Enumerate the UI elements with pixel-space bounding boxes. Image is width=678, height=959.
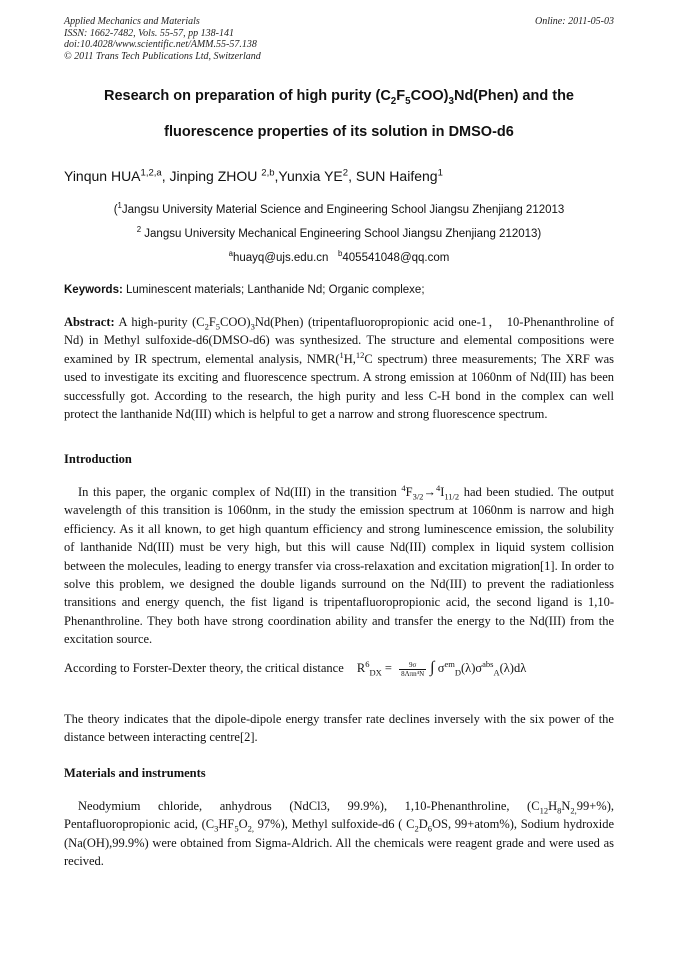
materials-heading: Materials and instruments [64, 766, 206, 780]
keywords-text: Luminescent materials; Lanthanide Nd; Organic complexe; [122, 284, 425, 296]
critical-distance-formula: $R^6_{DX}$ = $\frac{9\sigma}{\text{8Λπn⁴N}}$ ∫ $\sigma^{em}_D(\lambda)\sigma^{abs}_A(\lambda)d\lambda$ [356, 658, 527, 678]
introduction-heading: Introduction [64, 452, 132, 466]
forster-dexter-line: According to Forster-Dexter theory, the critical distance $R^6_{DX}$ = $\frac{9\sigma}{\text{8Λπn⁴N}}$ ∫ $\sigma^{em}_D(\lambda)\sigma^{abs}_A(\lambda)d\lambda$ [64, 658, 527, 678]
abstract-label: Abstract: [64, 315, 115, 329]
copyright-line: © 2011 Trans Tech Publications Ltd, Switzerland [64, 50, 261, 62]
email-b: 405541048@qq.com [342, 252, 450, 264]
keywords-label: Keywords: [64, 284, 123, 296]
issn-line: ISSN: 1662-7482, Vols. 55-57, pp 138-141 [64, 27, 234, 39]
formula-fraction: $\frac{9\sigma}{\text{8Λπn⁴N}}$ [401, 660, 425, 678]
author-list: Yinqun HUA$^{1,2,a}$, Jinping ZHOU $^{2,b}$,Yunxia $YE^2$, SUN Haifeng$^1$ [64, 167, 443, 184]
email-line: $^a$huayq@ujs.edu.cn $^b$405541048@qq.com [228, 249, 450, 264]
email-a: huayq@ujs.edu.cn [233, 252, 329, 264]
online-date: Online: 2011-05-03 [535, 16, 614, 27]
journal-header [64, 16, 614, 62]
journal-name: Applied Mechanics and Materials [64, 16, 200, 27]
integral-symbol: ∫ [430, 659, 435, 676]
introduction-paragraph-3: The theory indicates that the dipole-dipole energy transfer rate declines inversely with the six power of the distance between interacting centre[2]. [64, 712, 614, 745]
abstract-paragraph: Abstract: A high-purity $(C_2F_5COO)_3Nd(Phen)$ (tripentafluoropropionic acid one-1， 10-Phenanthroline of Nd) in Methyl sulfoxide-d6(DMSO-d6) was synthesized. The structure and elemental compositions were examined by IR spectrum, elemental analysis, NMR($^1$H,$^{12}$C spectrum) three measurements; The XRF was used to investigate its exciting and fluorescence spectrum. A strong emission at 1060nm of Nd(III) has been successfully got. According to the research, the high purity and less C-H bond in the complex can well protect the lanthanide Nd(III) which is helpful to get a narrow and strong fluorescence spectrum. [64, 315, 614, 422]
keywords [64, 284, 425, 296]
introduction-paragraph-1: In this paper, the organic complex of Nd(III) in the transition $^4F_{3/2}\to^4I_{11/2}$ had been studied. The output wavelength of this transition is 1060nm, in the study the emission spectrum at 1060nm is narrow and high efficiency. As it all known, to get high quantum efficiency and strong luminescence emission, the solubility of lanthanide Nd(III) must be very high, but this will cause Nd(III) complex in liquid system collision between the molecules, leading to energy transfer via cross-relaxation and excitation migration[1]. In order to solve this problem, we designed the double ligands surround on the Nd(III) to prevent the radiationless transitions and energy quench, the fist ligand is tripentafluoropropionic acid, the second ligand is 1,10-Phenanthroline. They both have strong coordination ability and transfer the energy to the Nd(III) from the excitation source. [64, 482, 615, 647]
title-line-1: Research on preparation of high purity $(C_2F_5COO)_3Nd(Phen)$ and the [103, 88, 574, 107]
doi-line: doi:10.4028/www.scientific.net/AMM.55-57.138 [64, 39, 257, 50]
materials-paragraph: Neodymium chloride, anhydrous (NdCl3, 99.9%), 1,10-Phenanthroline, $(C_{12}H_8N_{2,}99+\%)$, Pentafluoropropionic acid, ($C_3HF_5O_{2,}$ 97%), Methyl sulfoxide-d6 ( $C_2D_6OS$, 99+atom%), Sodium hydroxide (Na(OH),99.9%) were obtained from Sigma-Aldrich. All the chemicals were reagent grade and were used as recived. [64, 799, 615, 869]
affiliation-2: $^2$ Jangsu University Mechanical Engineering School Jiangsu Zhenjiang 212013) [136, 225, 542, 240]
title-line-2: fluorescence properties of its solution in DMSO-d6 [164, 124, 514, 140]
affiliation-1: ($^1$Jangsu University Material Science and Engineering School Jiangsu Zhenjiang 212013 [113, 201, 565, 216]
